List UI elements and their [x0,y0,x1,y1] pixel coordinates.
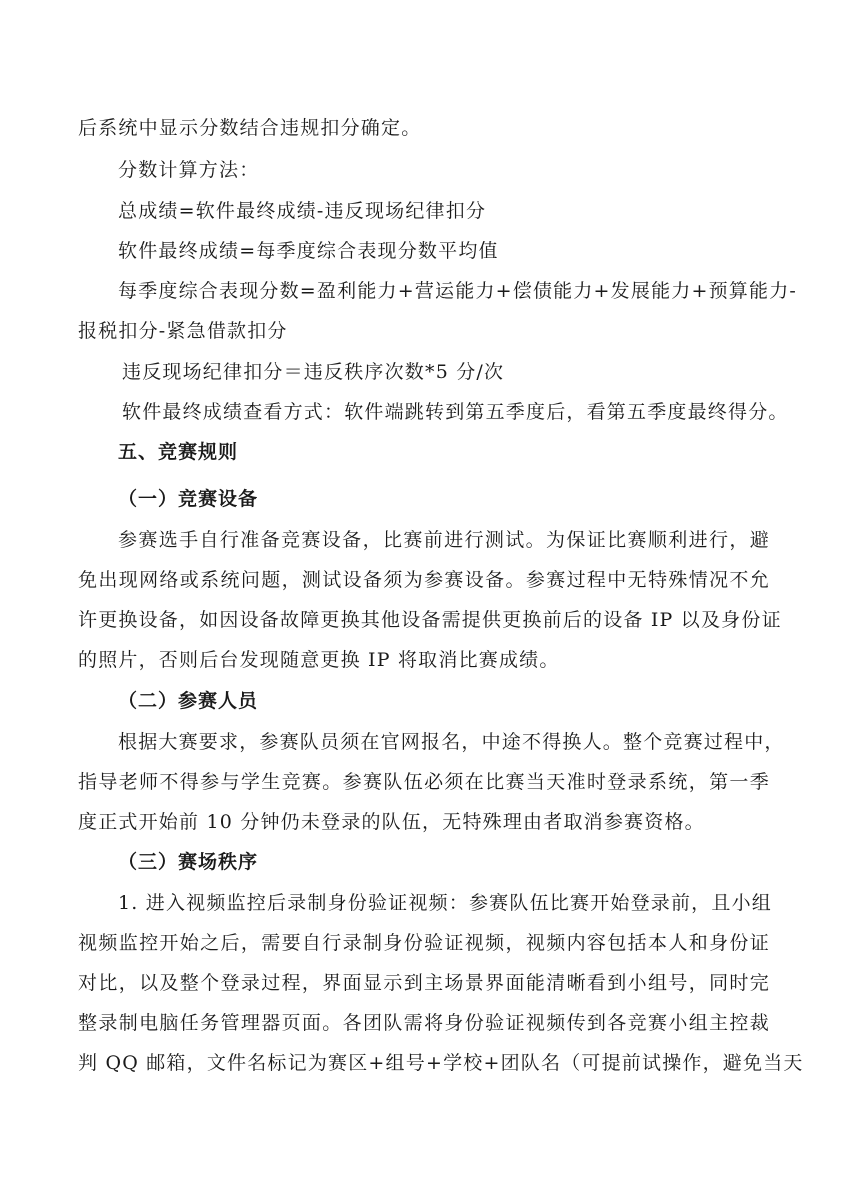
formula-line: 总成绩=软件最终成绩-违反现场纪律扣分 [118,200,487,222]
formula-line: 违反现场纪律扣分＝违反秩序次数*5 分/次 [122,361,505,383]
paragraph-line: 判 QQ 邮箱，文件名标记为赛区+组号+学校+团队名（可提前试操作，避免当天 [78,1052,804,1074]
paragraph-line: 视频监控开始之后，需要自行录制身份验证视频，视频内容包括本人和身份证 [78,932,770,954]
subsection-heading: （二）参赛人员 [118,690,259,712]
paragraph-line: 整录制电脑任务管理器页面。各团队需将身份验证视频传到各竞赛小组主控裁 [78,1012,770,1034]
paragraph-line: 免出现网络或系统问题，测试设备须为参赛设备。参赛过程中无特殊情况不允 [78,569,770,591]
paragraph-line: 1. 进入视频监控后录制身份验证视频：参赛队伍比赛开始登录前，且小组 [118,892,772,914]
formula-line: 软件最终成绩=每季度综合表现分数平均值 [118,240,499,262]
paragraph-line: 分数计算方法： [118,159,260,181]
paragraph-line: 许更换设备，如因设备故障更换其他设备需提供更换前后的设备 IP 以及身份证 [78,609,782,631]
subsection-heading: （三）赛场秩序 [118,851,259,873]
formula-line: 报税扣分-紧急借款扣分 [78,320,288,342]
paragraph-line: 软件最终成绩查看方式：软件端跳转到第五季度后，看第五季度最终得分。 [122,401,789,423]
paragraph-line: 参赛选手自行准备竞赛设备，比赛前进行测试。为保证比赛顺利进行，避 [118,529,770,551]
paragraph-line: 后系统中显示分数结合违规扣分确定。 [78,117,422,139]
paragraph-line: 对比，以及整个登录过程，界面显示到主场景界面能清晰看到小组号，同时完 [78,972,770,994]
paragraph-line: 的照片，否则后台发现随意更换 IP 将取消比赛成绩。 [78,649,560,671]
paragraph-line: 指导老师不得参与学生竞赛。参赛队伍必须在比赛当天准时登录系统，第一季 [78,771,770,793]
formula-line: 每季度综合表现分数=盈利能力+营运能力+偿债能力+发展能力+预算能力- [118,280,798,302]
subsection-heading: （一）竞赛设备 [118,488,259,510]
paragraph-line: 度正式开始前 10 分钟仍未登录的队伍，无特殊理由者取消参赛资格。 [78,811,705,833]
section-heading: 五、竞赛规则 [118,441,239,463]
paragraph-line: 根据大赛要求，参赛队员须在官网报名，中途不得换人。整个竞赛过程中， [118,731,785,753]
